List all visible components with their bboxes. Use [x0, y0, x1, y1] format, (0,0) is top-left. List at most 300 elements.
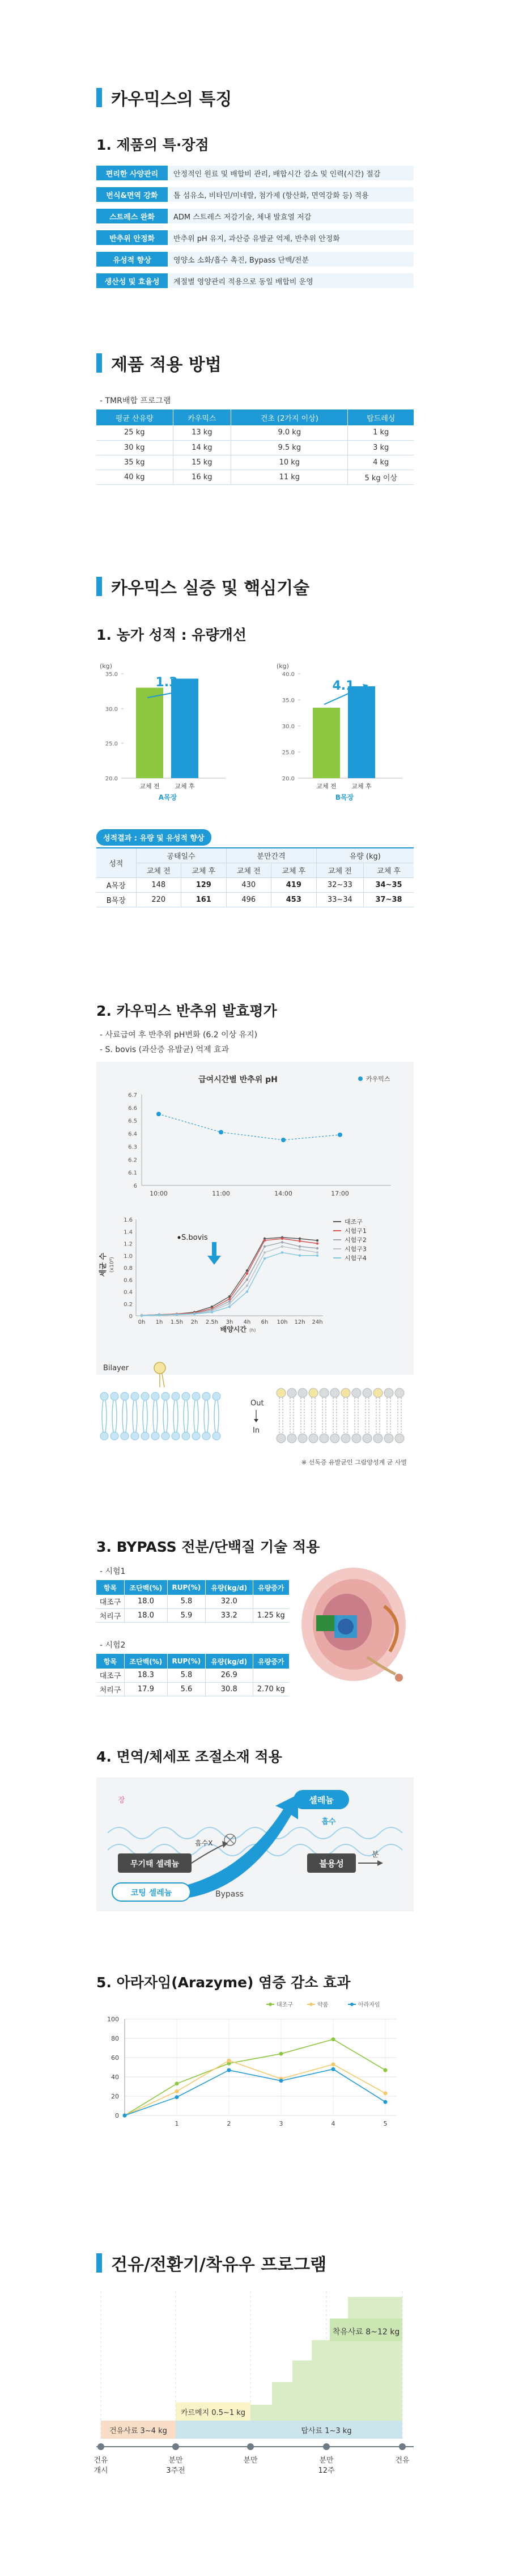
results-subheader-cell: 교체 후: [271, 863, 317, 877]
lipid-head: [277, 1388, 286, 1397]
absorb-x-label: 흡수X: [195, 1839, 213, 1847]
table-cell: 5.6: [167, 1682, 205, 1696]
y-tick-label: 6.4: [128, 1131, 137, 1138]
table-cell: 4 kg: [348, 455, 414, 470]
table-row: [96, 1608, 289, 1622]
table-cell: 18.0: [124, 1595, 167, 1608]
subtitle-arazyme: 5. 아라자임(Arazyme) 염증 감소 효과: [96, 1974, 351, 1991]
farm-b-chart: [272, 661, 414, 809]
farm-a-yunit: (kg): [100, 662, 112, 670]
results-subheader-cell: 교체 후: [181, 863, 227, 877]
x-tick-label: 3: [279, 2120, 283, 2127]
data-point: [281, 1238, 283, 1240]
table-cell: 30.8: [205, 1682, 253, 1696]
data-point: [299, 1248, 301, 1251]
bilayer-illustration: [96, 1355, 414, 1469]
ph-yticks: [128, 1092, 391, 1189]
y-tick-label: 35.0: [282, 698, 295, 704]
table-cell: 33~34: [316, 892, 364, 907]
table-cell: 5 kg 이상: [348, 470, 414, 484]
ph-chart-title: 급여시간별 반추위 pH: [198, 1075, 278, 1084]
table-cell: 3 kg: [348, 440, 414, 455]
table-cell: 9.5 kg: [231, 440, 348, 455]
y-tick-label: 1.2: [124, 1241, 133, 1248]
table-cell: 161: [181, 892, 227, 907]
x-tick-label: 2h: [190, 1319, 198, 1325]
tmr-table: [96, 409, 414, 485]
bovis-annotation: S.bovis: [181, 1234, 208, 1242]
farm-b-bar-label-1: 교체 후: [351, 783, 372, 790]
results-table: [96, 847, 414, 907]
table-cell: 대조구: [96, 1669, 124, 1682]
section-title-features: [96, 85, 232, 110]
data-point: [176, 1314, 178, 1316]
feature-desc: 안정적인 원료 및 배합비 관리, 배합시간 감소 및 인력(시간) 절감: [168, 166, 414, 180]
table-row: [96, 470, 414, 484]
table-row: [96, 425, 414, 440]
series-line: [125, 2060, 385, 2115]
table-cell: 1 kg: [348, 425, 414, 440]
lipid-tail: [355, 1397, 358, 1434]
data-point: [193, 1313, 196, 1315]
table-cell: 5.8: [167, 1595, 205, 1608]
x-tick-label: 1: [175, 2120, 179, 2127]
data-point: [246, 1278, 248, 1281]
x-tick-label: 4: [331, 2120, 335, 2127]
table-cell: 32.0: [205, 1595, 253, 1608]
data-point: [156, 1112, 161, 1116]
bovis-series: [141, 1236, 318, 1317]
lipid-tail: [133, 1400, 137, 1432]
lipid-tail: [153, 1400, 158, 1432]
data-point: [246, 1285, 248, 1287]
lipid-head: [110, 1432, 118, 1440]
lipid-head: [131, 1432, 139, 1440]
feature-tag: 번식&면역 강화: [96, 187, 168, 202]
y-tick-label: 100: [107, 2016, 119, 2023]
axis-marker: [399, 2443, 406, 2450]
lipid-head: [182, 1432, 190, 1440]
lipid-head: [151, 1392, 159, 1400]
x-tick-label: 4h: [243, 1319, 251, 1325]
x-tick-label: 0h: [138, 1319, 146, 1325]
lipid-tail: [322, 1397, 326, 1434]
rumen-note-1: - 사료급여 후 반추위 pH변화 (6.2 이상 유지): [100, 1031, 258, 1040]
legend-label: 아라자임: [358, 2002, 380, 2008]
data-point: [332, 2037, 335, 2041]
table-row: [96, 1595, 289, 1608]
table-cell: 33.2: [205, 1608, 253, 1622]
table-cell: A목장: [96, 877, 136, 892]
y-tick-label: 60: [111, 2054, 119, 2062]
table-cell: 25 kg: [96, 425, 173, 440]
results-header-open-days: 공태일수: [136, 848, 226, 863]
bypass-header-cell: 조단백(%): [124, 1654, 167, 1669]
y-tick-label: 0.4: [124, 1289, 133, 1296]
table-cell: 37~38: [364, 892, 414, 907]
program-diagram: [96, 2286, 419, 2501]
table-cell: 대조구: [96, 1595, 124, 1608]
table-cell: 13 kg: [173, 425, 231, 440]
ph-xticks: [150, 1190, 349, 1197]
axis-label: 건유: [395, 2456, 410, 2465]
rumen-illustration: [299, 1561, 418, 1691]
table-cell: 496: [226, 892, 271, 907]
lipid-head: [320, 1388, 329, 1397]
subtitle-bypass: 3. BYPASS 전분/단백질 기술 적용: [96, 1539, 320, 1555]
transition-feed-label: 카르메지 0.5~1 kg: [180, 2409, 246, 2417]
table-row: [96, 877, 414, 892]
bovis-yunit: (x10⁸): [109, 1257, 115, 1273]
x-tick-label: 11:00: [212, 1190, 230, 1197]
feature-row: [96, 208, 414, 225]
lipid-head: [121, 1432, 129, 1440]
data-point: [279, 2079, 283, 2083]
lipid-head: [182, 1392, 190, 1400]
membrane-out-label: Out: [250, 1399, 264, 1408]
lipid-head: [131, 1392, 139, 1400]
section-title-text: 건유/전환기/착유우 프로그램: [111, 2255, 327, 2275]
trial1-label: - 시험1: [100, 1567, 126, 1576]
bypass-header-cell: 유량(kg/d): [205, 1654, 253, 1669]
ph-chart: [96, 1066, 414, 1208]
y-tick-label: 40.0: [282, 672, 295, 678]
table-cell: 16 kg: [173, 470, 231, 484]
tmr-note: - TMR배합 프로그램: [100, 396, 171, 406]
data-point: [316, 1242, 318, 1244]
y-tick-label: 40: [111, 2074, 119, 2081]
feature-row: [96, 272, 414, 289]
lipid-tail: [122, 1400, 127, 1432]
legend-label: 약품: [317, 2002, 329, 2008]
table-row: [96, 892, 414, 907]
lipid-head: [363, 1388, 372, 1397]
axis-marker: [247, 2443, 254, 2450]
arazyme-legend: [266, 2001, 380, 2008]
series-line: [159, 1114, 340, 1140]
bar: [136, 688, 163, 778]
data-point: [141, 1315, 143, 1317]
table-cell: 419: [271, 877, 317, 892]
subtitle-product-features: 1. 제품의 특·장점: [96, 137, 209, 153]
y-tick-label: 20.0: [282, 776, 295, 782]
data-point: [219, 1130, 223, 1134]
trial1-table: [96, 1580, 289, 1623]
table-cell: 처리구: [96, 1682, 124, 1696]
y-tick-label: 6.7: [128, 1092, 137, 1099]
y-tick-label: 6: [133, 1183, 137, 1189]
x-tick-label: 2: [227, 2120, 231, 2127]
intestine-label: 장: [118, 1796, 125, 1805]
lipid-head: [162, 1392, 169, 1400]
data-point: [228, 1303, 231, 1305]
x-tick-label: 14:00: [274, 1190, 292, 1197]
table-cell: 220: [136, 892, 181, 907]
lipid-head: [151, 1432, 159, 1440]
trial2-label: - 시험2: [100, 1641, 126, 1650]
data-point: [264, 1251, 266, 1253]
coated-selenium-label: 코팅 셀레늄: [130, 1889, 172, 1898]
table-cell: 5.9: [167, 1608, 205, 1622]
y-tick-label: 25.0: [105, 741, 118, 748]
lipid-head: [373, 1434, 382, 1443]
bar: [348, 686, 375, 778]
table-cell: 35 kg: [96, 455, 173, 470]
bovis-xlabel: 배양시간: [220, 1325, 246, 1333]
results-header-metric: 성적: [96, 848, 136, 877]
table-cell: 9.0 kg: [231, 425, 348, 440]
table-cell: 1.25 kg: [253, 1608, 289, 1622]
table-cell: 453: [271, 892, 317, 907]
dry-feed-label: 건유사료 3~4 kg: [109, 2427, 167, 2435]
legend-label: 대조구: [277, 2002, 293, 2008]
data-point: [299, 1240, 301, 1242]
feature-desc: 톱 섬유소, 비타민/미네랄, 첨가제 (항산화, 면역강화 등) 적용: [168, 187, 414, 202]
feature-desc: 반추위 pH 유지, 과산증 유발균 억제, 반추위 안정화: [168, 230, 414, 245]
lipid-head: [384, 1434, 393, 1443]
results-subheader-cell: 교체 후: [364, 863, 414, 877]
feature-desc: 계절별 영양관리 적용으로 동일 배합비 운영: [168, 273, 414, 288]
arazyme-chart: [96, 1996, 414, 2127]
tmr-header-cell: 평균 산유량: [96, 409, 173, 425]
y-tick-label: 0.8: [124, 1265, 133, 1272]
lipid-head: [110, 1392, 118, 1400]
lipid-head: [121, 1392, 129, 1400]
lipid-head: [202, 1392, 210, 1400]
membrane-right: [277, 1388, 404, 1443]
feature-row: [96, 229, 414, 246]
absorb-label: 흡수: [321, 1818, 336, 1826]
x-tick-label: 2.5h: [205, 1319, 219, 1325]
data-point: [211, 1311, 213, 1313]
legend-marker: [350, 2003, 354, 2006]
feature-desc: ADM 스트레스 저감기술, 체내 발효열 저감: [168, 209, 414, 223]
section-accent-bar: [96, 353, 102, 373]
y-tick-label: 6.6: [128, 1105, 137, 1112]
y-tick-label: 20.0: [105, 776, 118, 782]
lipid-head: [287, 1434, 296, 1443]
lipid-head: [309, 1388, 318, 1397]
data-point: [281, 1241, 283, 1243]
lipid-head: [100, 1432, 108, 1440]
y-tick-label: 25.0: [282, 750, 295, 756]
data-point: [246, 1290, 248, 1293]
feature-tag: 유성적 향상: [96, 252, 168, 267]
farm-b-bars: [313, 686, 375, 778]
subtitle-farm-results: 1. 농가 성적 : 유량개선: [96, 627, 246, 643]
x-tick-label: 12h: [294, 1319, 305, 1325]
lipid-head: [277, 1434, 286, 1443]
x-tick-label: 6h: [261, 1319, 269, 1325]
axis-sublabel: 개시: [94, 2467, 108, 2475]
lipid-head: [341, 1434, 350, 1443]
section-title-text: 제품 적용 방법: [111, 355, 222, 375]
lipid-tail: [301, 1397, 304, 1434]
feature-row: [96, 164, 414, 181]
table-row: [96, 1682, 289, 1696]
arazyme-series: [123, 2037, 388, 2117]
feature-tag: 편리한 사양관리: [96, 166, 168, 180]
x-tick-label: 17:00: [331, 1190, 349, 1197]
axis-label: 분만: [243, 2456, 258, 2465]
data-point: [228, 1300, 231, 1302]
lipid-tail: [173, 1400, 178, 1432]
x-tick-label: 10h: [277, 1319, 288, 1325]
lipid-head: [202, 1432, 210, 1440]
lipid-head: [363, 1434, 372, 1443]
subtitle-rumen: 2. 카우믹스 반추위 발효평가: [96, 1003, 277, 1019]
table-cell: 15 kg: [173, 455, 231, 470]
data-point: [316, 1247, 318, 1249]
top-feed-bar: [176, 2421, 402, 2439]
lipid-head: [172, 1432, 180, 1440]
data-point: [175, 2081, 179, 2085]
data-point: [264, 1245, 266, 1248]
table-cell: 17.9: [124, 1682, 167, 1696]
section-title-verification: [96, 574, 309, 599]
bilayer-label: Bilayer: [103, 1364, 129, 1373]
program-axis: [94, 2443, 410, 2475]
section-title-text: 카우믹스 실증 및 핵심기술: [111, 578, 310, 598]
farm-b-bar-label-0: 교체 전: [316, 783, 337, 790]
immune-diagram: [96, 1777, 414, 1911]
legend-label: 시험구2: [345, 1236, 367, 1244]
lipid-tail: [398, 1397, 401, 1434]
y-tick-label: 0: [129, 1314, 133, 1320]
x-tick-label: 10:00: [150, 1190, 168, 1197]
lipid-head: [298, 1434, 307, 1443]
data-point: [281, 1245, 283, 1248]
table-row: [96, 440, 414, 455]
lipid-head: [395, 1388, 404, 1397]
y-tick-label: 80: [111, 2035, 119, 2042]
data-point: [175, 2089, 179, 2093]
ph-legend: 카우믹스: [366, 1075, 390, 1083]
section-title-program: [96, 2250, 326, 2275]
tmr-header-cell: 탑드레싱: [348, 409, 414, 425]
farm-b-callout: 4.1: [332, 679, 355, 693]
legend-label: 시험구3: [345, 1245, 367, 1253]
lipid-tail: [387, 1397, 390, 1434]
farm-a-callout: 1.3: [155, 675, 178, 690]
y-tick-label: 35.0: [105, 672, 118, 678]
top-feed-label: 탑사료 1~3 kg: [301, 2427, 352, 2435]
lipid-tail: [143, 1400, 147, 1432]
y-tick-label: 20: [111, 2093, 119, 2100]
series-line: [125, 2069, 385, 2115]
feature-row: [96, 186, 414, 203]
axis-label: 건유: [94, 2456, 108, 2465]
lipid-tail: [366, 1397, 369, 1434]
data-point: [281, 1138, 286, 1142]
lipid-head: [330, 1388, 339, 1397]
feature-desc: 영양소 소화/흡수 촉진, Bypass 단백/전분: [168, 252, 414, 267]
lipid-head: [192, 1432, 200, 1440]
table-cell: [253, 1595, 289, 1608]
table-cell: 40 kg: [96, 470, 173, 484]
table-cell: 10 kg: [231, 455, 348, 470]
bovis-xunit: (h): [249, 1328, 256, 1333]
lipid-head: [162, 1432, 169, 1440]
table-cell: B목장: [96, 892, 136, 907]
y-tick-label: 1.0: [124, 1253, 133, 1260]
lipid-tail: [333, 1397, 337, 1434]
table-row: [96, 1669, 289, 1682]
farm-a-name: A목장: [158, 793, 177, 801]
results-header-milk-yield: 유량 (kg): [316, 848, 414, 863]
tmr-header-cell: 건초 (2가지 이상): [231, 409, 348, 425]
lipid-head: [352, 1388, 361, 1397]
lipid-tail: [102, 1400, 107, 1432]
bovis-ylabel: 세균 수: [99, 1252, 108, 1277]
section-accent-bar: [96, 577, 102, 596]
lipid-tail: [344, 1397, 347, 1434]
x-tick-label: 24h: [312, 1319, 323, 1325]
data-point: [264, 1239, 266, 1241]
tmr-header-cell: 카우믹스: [173, 409, 231, 425]
x-tick-label: 5: [383, 2120, 388, 2127]
table-cell: [253, 1669, 289, 1682]
table-cell: 148: [136, 877, 181, 892]
data-point: [123, 2114, 127, 2118]
bovis-xticks: [138, 1319, 323, 1325]
table-cell: 26.9: [205, 1669, 253, 1682]
y-tick-label: 30.0: [105, 706, 118, 713]
legend-marker: [269, 2003, 272, 2006]
table-row: [96, 455, 414, 470]
x-tick-label: 1h: [155, 1319, 163, 1325]
lipid-tail: [312, 1397, 315, 1434]
feature-row: [96, 251, 414, 268]
data-point: [299, 1245, 301, 1248]
axis-sublabel: 12주: [318, 2467, 335, 2475]
table-cell: 18.3: [124, 1669, 167, 1682]
subtitle-immune: 4. 면역/체세포 조절소재 적용: [96, 1749, 282, 1765]
membrane-left: [100, 1392, 220, 1440]
bypass-header-cell: 유량증가: [253, 1654, 289, 1669]
data-point: [246, 1272, 248, 1274]
lipid-head: [212, 1432, 220, 1440]
lipid-head: [287, 1388, 296, 1397]
x-tick-label: 3h: [226, 1319, 233, 1325]
legend-label: 시험구1: [345, 1227, 367, 1235]
table-cell: 34~35: [364, 877, 414, 892]
farm-a-bar-label-0: 교체 전: [139, 783, 160, 790]
results-badge: 성적결과 : 유량 및 유성적 향상: [96, 829, 211, 846]
results-header-calving-interval: 분만간격: [226, 848, 316, 863]
farm-a-bar-label-1: 교체 후: [175, 783, 195, 790]
lipid-tail: [214, 1400, 219, 1432]
y-tick-label: 0.2: [124, 1301, 133, 1308]
section-accent-bar: [96, 88, 102, 107]
bypass-header-cell: 조단백(%): [124, 1580, 167, 1595]
y-tick-label: 0.6: [124, 1277, 133, 1284]
data-point: [227, 2059, 231, 2063]
data-point: [175, 2095, 179, 2099]
bypass-header-cell: 유량(kg/d): [205, 1580, 253, 1595]
y-tick-label: 0: [115, 2112, 119, 2119]
bilayer-caption: ※ 선독증 유발균인 그람양성계 균 사멸: [301, 1459, 407, 1466]
data-point: [384, 2091, 388, 2095]
table-cell: 11 kg: [231, 470, 348, 484]
farm-b-yunit: (kg): [277, 662, 289, 670]
lipid-head: [309, 1434, 318, 1443]
y-tick-label: 6.2: [128, 1157, 137, 1164]
y-tick-label: 30.0: [282, 724, 295, 730]
data-point: [299, 1255, 301, 1257]
x-tick-label: 1.5h: [170, 1319, 184, 1325]
table-cell: 129: [181, 877, 227, 892]
